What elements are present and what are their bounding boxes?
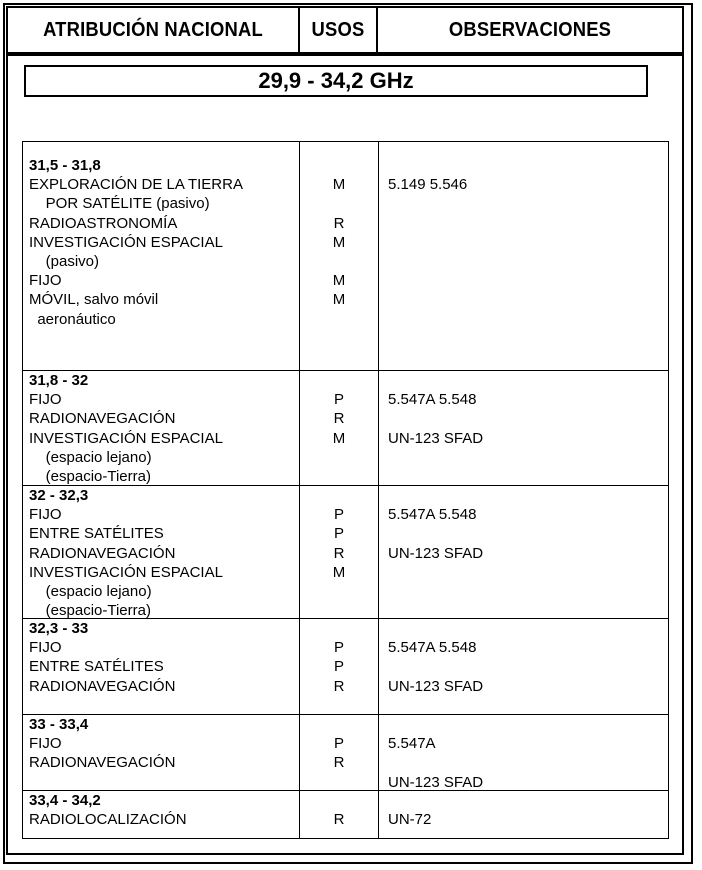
header-divider (376, 8, 378, 52)
service-name: FIJO (29, 272, 62, 290)
observation-note (388, 563, 483, 582)
service-name: FIJO (29, 735, 62, 753)
service-name: RADIONAVEGACIÓN (29, 754, 176, 772)
service-name: RADIONAVEGACIÓN (29, 677, 176, 695)
usage-code: P (333, 391, 344, 409)
row-usos (301, 505, 377, 620)
observation-note (388, 194, 467, 213)
service-name: (espacio lejano) (29, 583, 152, 601)
observation-note (388, 290, 467, 309)
service-name: aeronáutico (29, 310, 116, 328)
observation-note (388, 753, 483, 772)
row-usos (301, 734, 377, 792)
service-name: ENTRE SATÉLITES (29, 525, 164, 543)
observation-note: UN-123 SFAD (388, 773, 484, 791)
observation-note (388, 601, 483, 620)
row-usos (301, 175, 377, 329)
observation-note (388, 657, 483, 676)
observation-note: UN-123 SFAD (388, 544, 484, 562)
observation-note: UN-72 (388, 811, 432, 829)
usage-code: R (333, 811, 345, 829)
column-divider (378, 142, 379, 838)
usage-code (301, 773, 377, 792)
band-range: 33,4 - 34,2 (29, 792, 101, 809)
usage-code: P (333, 735, 344, 753)
observation-note (388, 271, 467, 290)
row-attribution (29, 156, 243, 329)
usage-code (301, 467, 377, 486)
band-range: 32 - 32,3 (29, 487, 89, 504)
service-name: RADIOASTRONOMÍA (29, 214, 178, 232)
header-observaciones: OBSERVACIONES (448, 18, 612, 41)
observation-note (388, 467, 483, 486)
header-usos: USOS (311, 18, 365, 41)
usage-code (301, 582, 377, 601)
service-name: (espacio lejano) (29, 448, 152, 466)
observation-note (388, 582, 483, 601)
row-attribution (29, 715, 175, 792)
service-name: (espacio-Tierra) (29, 602, 151, 620)
usage-code: M (332, 176, 346, 194)
usage-code (301, 310, 377, 329)
row-attribution (29, 486, 223, 620)
usage-code: P (333, 658, 344, 676)
service-name: RADIONAVEGACIÓN (29, 544, 176, 562)
service-name: ENTRE SATÉLITES (29, 658, 164, 676)
usage-code: R (333, 544, 345, 562)
usage-code: R (333, 677, 345, 695)
usage-code: M (332, 291, 346, 309)
service-name: FIJO (29, 639, 62, 657)
allocation-table (22, 141, 669, 839)
band-range: 31,8 - 32 (29, 372, 89, 389)
usage-code: R (333, 410, 345, 428)
row-attribution (29, 791, 187, 829)
header-rule (8, 52, 682, 56)
column-divider (299, 142, 300, 838)
service-name: (pasivo) (29, 253, 100, 271)
usage-code: R (333, 754, 345, 772)
row-usos (301, 390, 377, 486)
band-range: 31,5 - 31,8 (29, 157, 101, 174)
row-attribution (29, 371, 223, 486)
usage-code: M (332, 233, 346, 251)
row-usos (301, 638, 377, 696)
service-name: FIJO (29, 506, 62, 524)
service-name: RADIOLOCALIZACIÓN (29, 811, 187, 829)
service-name: POR SATÉLITE (pasivo) (29, 195, 210, 213)
row-observations (388, 505, 483, 620)
usage-code: R (333, 214, 345, 232)
observation-note: UN-123 SFAD (388, 677, 484, 695)
row-observations (388, 390, 483, 486)
service-name: INVESTIGACIÓN ESPACIAL (29, 429, 223, 447)
row-observations (388, 810, 431, 829)
observation-note (388, 252, 467, 271)
observation-note: 5.149 5.546 (388, 176, 468, 194)
usage-code (301, 601, 377, 620)
usage-code: P (333, 639, 344, 657)
header-divider (298, 8, 300, 52)
observation-note (388, 409, 483, 428)
usage-code: M (332, 272, 346, 290)
usage-code (301, 252, 377, 271)
service-name (29, 773, 175, 792)
row-observations (388, 175, 467, 329)
service-name: EXPLORACIÓN DE LA TIERRA (29, 176, 243, 194)
observation-note (388, 233, 467, 252)
usage-code (301, 194, 377, 213)
usage-code: P (333, 506, 344, 524)
observation-note: 5.547A (388, 735, 436, 753)
observation-note: 5.547A 5.548 (388, 391, 477, 409)
usage-code: M (332, 429, 346, 447)
usage-code (301, 448, 377, 467)
band-title: 29,9 - 34,2 GHz (24, 65, 648, 97)
service-name: MÓVIL, salvo móvil (29, 291, 159, 309)
observation-note (388, 524, 483, 543)
band-range: 32,3 - 33 (29, 620, 89, 637)
service-name: INVESTIGACIÓN ESPACIAL (29, 563, 223, 581)
observation-note (388, 448, 483, 467)
service-name: INVESTIGACIÓN ESPACIAL (29, 233, 223, 251)
service-name: RADIONAVEGACIÓN (29, 410, 176, 428)
usage-code: M (332, 563, 346, 581)
row-usos (301, 810, 377, 829)
band-range: 33 - 33,4 (29, 716, 89, 733)
service-name: FIJO (29, 391, 62, 409)
row-observations (388, 638, 483, 696)
header-atribucion: ATRIBUCIÓN NACIONAL (43, 18, 263, 41)
service-name: (espacio-Tierra) (29, 468, 151, 486)
usage-code: P (333, 525, 344, 543)
observation-note (388, 310, 467, 329)
row-attribution (29, 619, 175, 696)
observation-note: 5.547A 5.548 (388, 639, 477, 657)
observation-note: UN-123 SFAD (388, 429, 484, 447)
observation-note: 5.547A 5.548 (388, 506, 477, 524)
observation-note (388, 214, 467, 233)
row-observations (388, 734, 483, 792)
